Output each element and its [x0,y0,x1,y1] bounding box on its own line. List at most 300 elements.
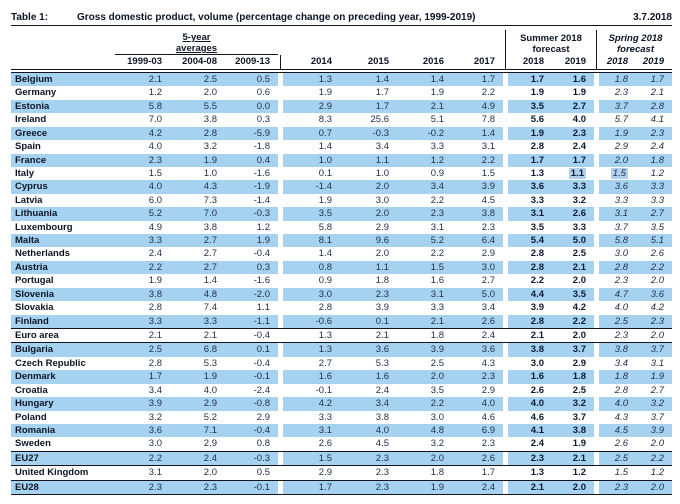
value-cell: 5.5 [170,100,225,113]
value-cell: 3.8 [508,343,552,356]
year-header: 2018 [522,56,544,67]
value-cell: 6.8 [170,343,225,356]
value-cell: 7.8 [452,113,503,126]
value-cell: 1.0 [170,167,225,180]
group-header-spring-forecast: Spring 2018 forecast [608,33,663,55]
value-cell: 2.8 [599,261,636,274]
value-cell: 3.7 [599,100,636,113]
table-row [11,465,672,479]
value-cell: 2.8 [599,384,636,397]
value-cell: 2.3 [452,370,503,383]
value-cell: 3.4 [397,180,452,193]
value-cell: 2.5 [552,384,594,397]
value-cell: 1.9 [283,86,340,99]
table-row [11,194,672,207]
value-cell: 2.5 [599,452,636,465]
value-cell: 3.1 [452,140,503,153]
table-row [11,207,672,220]
value-cell: 1.4 [340,73,397,86]
year-header: 2017 [473,56,495,67]
value-cell: 5.3 [170,357,225,370]
value-cell: 4.2 [283,397,340,410]
value-cell: 4.5 [340,437,397,450]
value-cell: 1.2 [636,167,672,180]
country-name: Estonia [11,100,115,113]
value-cell: 1.9 [508,86,552,99]
value-cell: 1.3 [283,343,340,356]
value-cell: -0.4 [225,357,278,370]
value-cell: 4.5 [599,424,636,437]
value-cell: 1.4 [283,140,340,153]
value-cell: 3.6 [508,180,552,193]
value-cell: 3.1 [599,207,636,220]
value-cell: 2.2 [397,194,452,207]
value-cell: 2.3 [340,466,397,479]
value-cell: -1.1 [225,315,278,328]
table-row [11,315,672,328]
value-cell: 1.9 [115,274,170,287]
value-cell: 1.9 [170,370,225,383]
value-cell: 4.5 [452,194,503,207]
value-cell [599,167,636,180]
value-cell: 2.9 [340,221,397,234]
value-cell: 2.8 [115,357,170,370]
year-header: 2019 [642,56,664,67]
table-row [11,113,672,126]
value-cell: 2.9 [452,247,503,260]
value-cell: 5.0 [552,234,594,247]
value-cell: -5.9 [225,127,278,140]
value-cell: 3.0 [452,261,503,274]
value-cell: 3.5 [397,384,452,397]
value-cell: 3.1 [508,207,552,220]
value-cell: 1.3 [283,73,340,86]
value-cell: 2.7 [170,234,225,247]
value-cell: 1.7 [508,154,552,167]
value-cell: 1.8 [599,73,636,86]
value-cell: 1.8 [636,154,672,167]
year-header: 2015 [367,56,389,67]
value-cell: 2.3 [340,481,397,494]
country-name: Croatia [11,384,115,397]
value-cell: 3.7 [636,411,672,424]
value-cell: 1.9 [170,154,225,167]
value-cell: 2.3 [397,207,452,220]
value-cell: -0.3 [225,207,278,220]
value-cell: 4.4 [508,288,552,301]
value-cell: 3.7 [552,343,594,356]
value-cell: 2.5 [115,343,170,356]
value-cell: 1.5 [115,167,170,180]
value-cell: 1.5 [283,452,340,465]
value-cell: 3.4 [452,301,503,314]
value-cell: 3.5 [636,221,672,234]
value-cell: 2.1 [397,315,452,328]
value-cell: 3.5 [283,207,340,220]
value-cell: 5.8 [599,234,636,247]
value-cell: 4.2 [115,127,170,140]
table-row [11,357,672,370]
country-name: Austria [11,261,115,274]
year-header-row [11,55,672,70]
value-cell: 0.7 [283,127,340,140]
value-cell: 3.8 [115,288,170,301]
value-cell: 4.9 [115,221,170,234]
value-cell: 5.2 [170,411,225,424]
value-cell: -0.6 [283,315,340,328]
country-name: Slovenia [11,288,115,301]
value-cell: 3.3 [397,140,452,153]
value-cell: -1.6 [225,274,278,287]
value-cell: 8.3 [283,113,340,126]
value-cell: 3.1 [397,288,452,301]
column-separator [596,30,597,69]
year-header: 1999-03 [127,56,162,67]
value-cell: -0.3 [225,452,278,465]
country-name: Ireland [11,113,115,126]
value-cell: 3.8 [552,424,594,437]
value-cell: 5.3 [340,357,397,370]
value-cell: 3.5 [508,221,552,234]
value-cell: 2.0 [636,329,672,342]
country-name: Netherlands [11,247,115,260]
table-row [11,221,672,234]
value-cell: 2.0 [636,274,672,287]
value-cell: 2.3 [170,481,225,494]
value-cell: 4.3 [452,357,503,370]
group-header-summer-forecast: Summer 2018 forecast [520,33,582,55]
value-cell: 1.0 [283,154,340,167]
value-cell: 3.3 [636,194,672,207]
value-cell: 2.5 [397,357,452,370]
table-row [11,86,672,99]
value-cell: 25.6 [340,113,397,126]
value-cell: 2.1 [552,452,594,465]
table-row [11,180,672,193]
value-cell: 2.4 [170,452,225,465]
value-cell: 3.8 [170,221,225,234]
value-cell: 2.2 [115,452,170,465]
value-cell: 1.1 [225,301,278,314]
value-cell: 1.4 [170,274,225,287]
value-cell: 2.2 [636,452,672,465]
value-cell: 3.7 [636,343,672,356]
value-cell: 2.2 [508,274,552,287]
value-cell: 3.0 [340,194,397,207]
value-cell: 4.0 [170,384,225,397]
value-cell: 6.0 [115,194,170,207]
value-cell: 2.1 [115,329,170,342]
value-cell: 4.6 [508,411,552,424]
value-cell: 1.9 [636,370,672,383]
table-row [11,370,672,383]
value-cell: 2.9 [283,466,340,479]
value-cell: 1.3 [283,329,340,342]
value-cell: -0.1 [283,384,340,397]
value-cell: 1.7 [340,86,397,99]
year-header: 2018 [606,56,628,67]
value-cell: 3.4 [115,384,170,397]
value-cell: 3.3 [397,301,452,314]
value-cell: 5.7 [599,113,636,126]
value-cell: 1.7 [340,100,397,113]
value-cell: 0.8 [283,261,340,274]
value-cell: 2.0 [397,370,452,383]
value-cell: 2.3 [599,86,636,99]
value-cell: 4.1 [636,113,672,126]
value-cell: 5.8 [283,221,340,234]
table-row [11,424,672,437]
value-cell: 1.9 [599,127,636,140]
value-cell: 1.1 [340,261,397,274]
year-header: 2004-08 [182,56,217,67]
value-cell: 2.7 [452,274,503,287]
country-name: Germany [11,86,115,99]
table-date: 3.7.2018 [633,12,672,23]
value-cell: 2.7 [170,247,225,260]
value-cell: 1.2 [552,466,594,479]
value-cell: 2.3 [340,288,397,301]
value-cell: 2.0 [636,437,672,450]
value-cell: 2.9 [170,397,225,410]
value-cell: 2.5 [552,247,594,260]
value-cell: 3.2 [170,140,225,153]
value-cell: 1.9 [552,86,594,99]
value-cell: 4.7 [599,288,636,301]
value-cell: 2.7 [283,357,340,370]
value-cell: 2.2 [452,86,503,99]
value-cell: 2.0 [552,329,594,342]
value-cell: 1.8 [397,329,452,342]
value-cell: 4.0 [599,397,636,410]
value-cell: -1.9 [225,180,278,193]
value-cell: 2.4 [340,384,397,397]
value-cell: 7.4 [170,301,225,314]
country-name: Bulgaria [11,343,115,356]
value-cell: 2.0 [340,207,397,220]
value-cell: -0.4 [225,329,278,342]
value-cell: 5.4 [508,234,552,247]
group-header-5year-averages: 5-year averages [115,30,278,55]
value-cell: 3.9 [452,180,503,193]
country-name: EU27 [11,452,115,465]
value-cell: 2.6 [283,437,340,450]
value-cell: 7.1 [170,424,225,437]
value-cell: 2.6 [452,452,503,465]
country-name: Slovakia [11,301,115,314]
country-name: Portugal [11,274,115,287]
value-cell: 2.9 [170,437,225,450]
value-cell: 3.5 [552,288,594,301]
value-cell: 2.2 [397,397,452,410]
value-cell: 9.6 [340,234,397,247]
country-name: Sweden [11,437,115,450]
table-row [11,167,672,180]
value-cell: 5.6 [508,113,552,126]
value-cell: 2.7 [170,261,225,274]
value-cell: 2.4 [452,481,503,494]
table-row [11,274,672,287]
value-cell: 2.4 [552,140,594,153]
value-cell: 0.9 [283,274,340,287]
value-cell: 4.0 [115,180,170,193]
value-cell: 3.8 [340,411,397,424]
value-cell: 4.0 [340,424,397,437]
value-cell: 1.9 [397,481,452,494]
value-cell: 2.6 [508,384,552,397]
value-cell: 4.0 [452,397,503,410]
country-name: Malta [11,234,115,247]
gdp-table [11,8,672,495]
value-cell: 1.6 [508,370,552,383]
value-cell: 1.2 [115,86,170,99]
value-cell: 3.1 [115,466,170,479]
country-name: France [11,154,115,167]
value-cell: 3.0 [397,411,452,424]
value-cell: 1.8 [599,370,636,383]
value-cell: 0.8 [225,437,278,450]
value-cell: 2.0 [552,481,594,494]
value-cell: 3.4 [599,357,636,370]
value-cell: -0.1 [225,370,278,383]
value-cell: 3.6 [115,424,170,437]
country-name: Hungary [11,397,115,410]
value-cell: -1.6 [225,167,278,180]
value-cell: 3.3 [115,234,170,247]
value-cell: 1.9 [552,437,594,450]
value-cell: 2.5 [599,315,636,328]
value-cell: 0.1 [340,315,397,328]
value-cell: 2.0 [397,452,452,465]
country-name: United Kingdom [11,466,115,479]
value-cell: 0.1 [283,167,340,180]
value-cell: 2.7 [636,384,672,397]
value-cell: 2.1 [636,86,672,99]
highlighted-value: 1.5 [612,167,626,179]
value-cell: 2.8 [508,140,552,153]
value-cell: 3.4 [340,140,397,153]
value-cell: 4.2 [636,301,672,314]
value-cell: -0.4 [225,424,278,437]
value-cell: 3.8 [170,113,225,126]
table-title: Gross domestic product, volume (percentage change on preceding year, 1999-2019) [77,12,476,23]
value-cell: 2.3 [599,481,636,494]
value-cell: 2.9 [225,411,278,424]
value-cell: 0.9 [397,167,452,180]
country-name: Latvia [11,194,115,207]
value-cell: 3.0 [283,288,340,301]
value-cell: 1.3 [508,466,552,479]
table-row [11,247,672,260]
value-cell: 2.3 [636,127,672,140]
value-cell: 2.0 [170,466,225,479]
value-cell: -1.4 [283,180,340,193]
table-row [11,127,672,140]
table-title-bar [11,8,672,26]
value-cell: 3.9 [115,397,170,410]
value-cell: 0.6 [225,86,278,99]
country-name: Denmark [11,370,115,383]
table-row [11,154,672,167]
value-cell: 3.2 [552,397,594,410]
value-cell: 3.1 [636,357,672,370]
value-cell: 3.0 [508,357,552,370]
value-cell: 2.0 [636,481,672,494]
column-separator [505,30,506,69]
value-cell: 2.4 [115,247,170,260]
value-cell: 2.8 [508,261,552,274]
value-cell: -0.8 [225,397,278,410]
value-cell: 0.4 [225,154,278,167]
country-name: Luxembourg [11,221,115,234]
value-cell: -0.4 [225,247,278,260]
value-cell: 3.3 [552,221,594,234]
value-cell: 1.3 [508,167,552,180]
value-cell: 3.3 [115,315,170,328]
value-cell: 1.7 [452,466,503,479]
table-header [11,30,672,70]
value-cell: 2.0 [340,247,397,260]
country-name: Greece [11,127,115,140]
value-cell: 3.3 [170,315,225,328]
table-row [11,480,672,495]
value-cell: 4.3 [599,411,636,424]
value-cell: 2.3 [636,315,672,328]
value-cell: 4.8 [397,424,452,437]
value-cell: 1.1 [340,154,397,167]
table-row [11,261,672,274]
column-separator [280,55,281,69]
value-cell: 7.3 [170,194,225,207]
value-cell: 2.9 [452,384,503,397]
value-cell: 1.6 [397,274,452,287]
value-cell: -1.4 [225,194,278,207]
value-cell: 2.6 [599,437,636,450]
table-row [11,73,672,86]
value-cell: 2.2 [397,247,452,260]
value-cell: 1.9 [225,234,278,247]
value-cell: 1.2 [397,154,452,167]
value-cell: 3.6 [599,180,636,193]
value-cell: 3.7 [552,411,594,424]
value-cell: 2.3 [599,329,636,342]
value-cell: 1.2 [636,466,672,479]
value-cell: 2.2 [636,261,672,274]
value-cell: 3.8 [452,207,503,220]
value-cell: 4.8 [170,288,225,301]
value-cell: 2.8 [170,127,225,140]
value-cell: 3.3 [283,411,340,424]
value-cell: 3.3 [599,194,636,207]
value-cell: 2.1 [115,73,170,86]
year-header: 2014 [310,56,332,67]
value-cell: 8.1 [283,234,340,247]
value-cell: 3.9 [636,424,672,437]
value-cell: 3.2 [397,437,452,450]
highlighted-value: 1.1 [570,167,584,179]
value-cell: 1.0 [340,167,397,180]
value-cell: 2.9 [552,357,594,370]
value-cell: 3.6 [340,343,397,356]
value-cell: 2.1 [552,261,594,274]
value-cell: 2.3 [452,437,503,450]
year-header: 2019 [564,56,586,67]
value-cell: 2.2 [452,154,503,167]
value-cell: 2.0 [599,154,636,167]
value-cell: 2.3 [552,127,594,140]
value-cell: 1.7 [283,481,340,494]
value-cell: 2.4 [508,437,552,450]
